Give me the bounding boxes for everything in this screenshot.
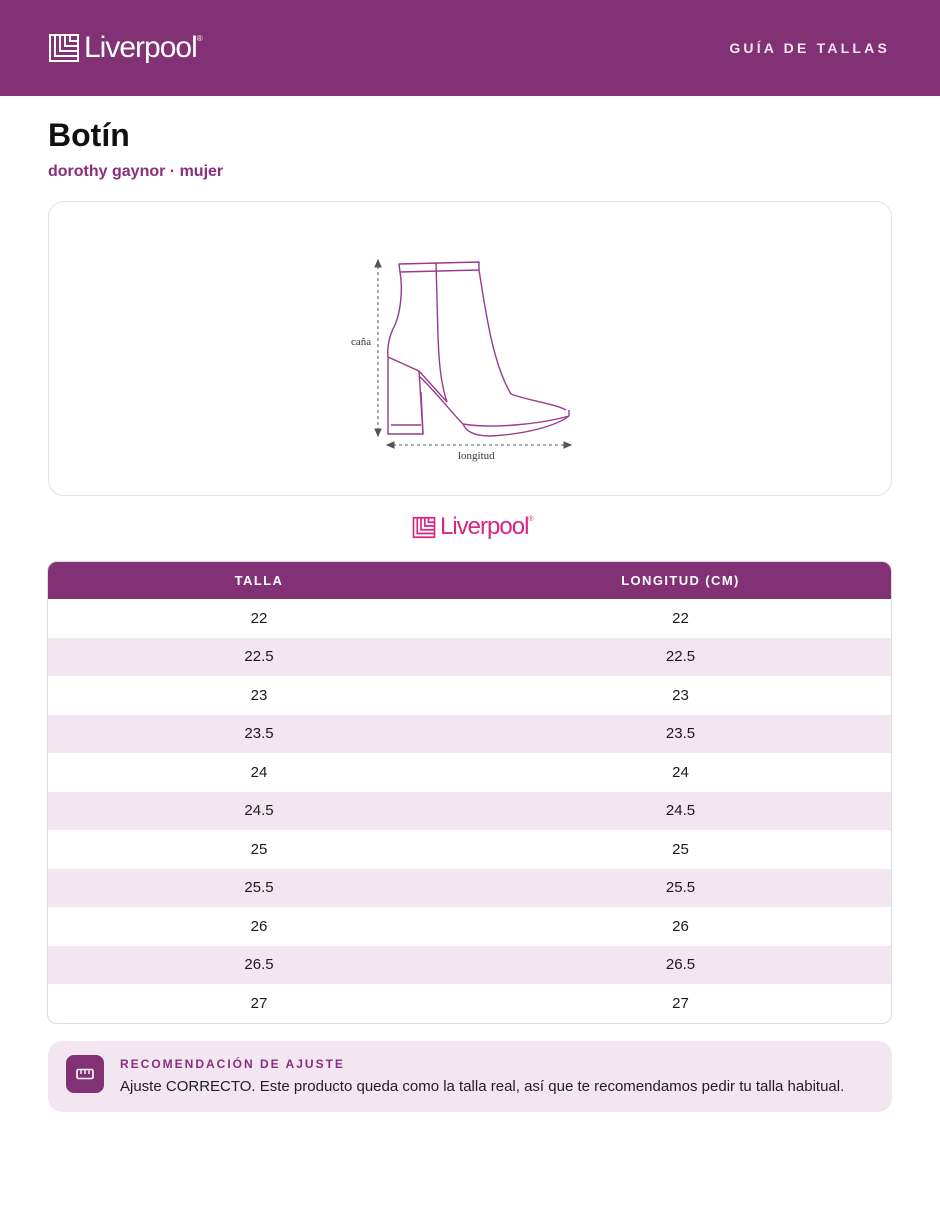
length-cell: 27 [672,994,689,1012]
length-cell: 22.5 [470,638,891,677]
registered-mark: ® [528,515,534,523]
size-cell: 22 [250,609,268,627]
liverpool-logo-icon [412,516,436,539]
boot-outline [388,262,569,436]
registered-mark: ® [196,33,203,43]
fit-recommendation [48,1041,892,1112]
shaft-label: caña [351,336,372,348]
column-header-size: TALLA [48,562,470,599]
length-label: longitud [458,450,495,462]
shaft-arrow [375,260,381,436]
size-cell: 26.5 [48,946,470,985]
table-row [48,599,891,638]
recommendation-text: Ajuste CORRECTO. Este producto queda como la talla real, así que te recomendamos pedir tu talla habitual. [120,1078,845,1095]
table-header-row [48,562,891,599]
table-row [48,792,891,831]
column-header-length: LONGITUD (CM) [470,562,891,599]
size-cell: 23.5 [48,715,470,754]
liverpool-logo[interactable] [48,31,203,65]
length-cell: 26 [672,917,689,935]
size-guide-link[interactable]: GUÍA DE TALLAS [729,40,890,56]
size-cell: 25 [250,840,268,858]
size-cell: 25.5 [48,869,470,908]
length-cell: 23 [672,686,689,704]
brand-wordmark: Liverpool [84,31,197,64]
table-row [48,638,891,677]
header-bar [0,0,940,96]
table-row [48,715,891,754]
measurement-diagram-card [48,201,892,496]
ruler-icon [66,1055,104,1093]
boot-diagram [341,224,601,474]
size-cell: 22.5 [48,638,470,677]
product-subtitle [48,163,223,181]
size-cell: 24 [250,763,268,781]
subtitle-separator: · [165,163,180,180]
product-gender: mujer [179,163,224,180]
brand-wordmark: Liverpool [440,513,529,540]
length-cell: 23.5 [470,715,891,754]
size-table [47,561,892,1024]
product-title: Botín [48,117,130,153]
length-cell: 25 [672,840,689,858]
table-row [48,869,891,908]
size-cell: 27 [250,994,268,1012]
table-row [48,830,891,869]
length-cell: 26.5 [470,946,891,985]
length-arrow [387,442,571,448]
size-cell: 26 [250,917,268,935]
size-cell: 24.5 [48,792,470,831]
table-row [48,676,891,715]
length-cell: 24 [672,763,689,781]
table-row [48,753,891,792]
liverpool-footer-logo [412,512,534,542]
liverpool-logo-icon [48,33,80,63]
length-cell: 24.5 [470,792,891,831]
table-row [48,946,891,985]
length-cell: 25.5 [470,869,891,908]
product-brand: dorothy gaynor [48,163,166,180]
length-cell: 22 [672,609,689,627]
table-row [48,907,891,946]
table-row [48,984,891,1023]
recommendation-heading: RECOMENDACIÓN DE AJUSTE [120,1057,345,1071]
size-cell: 23 [250,686,268,704]
